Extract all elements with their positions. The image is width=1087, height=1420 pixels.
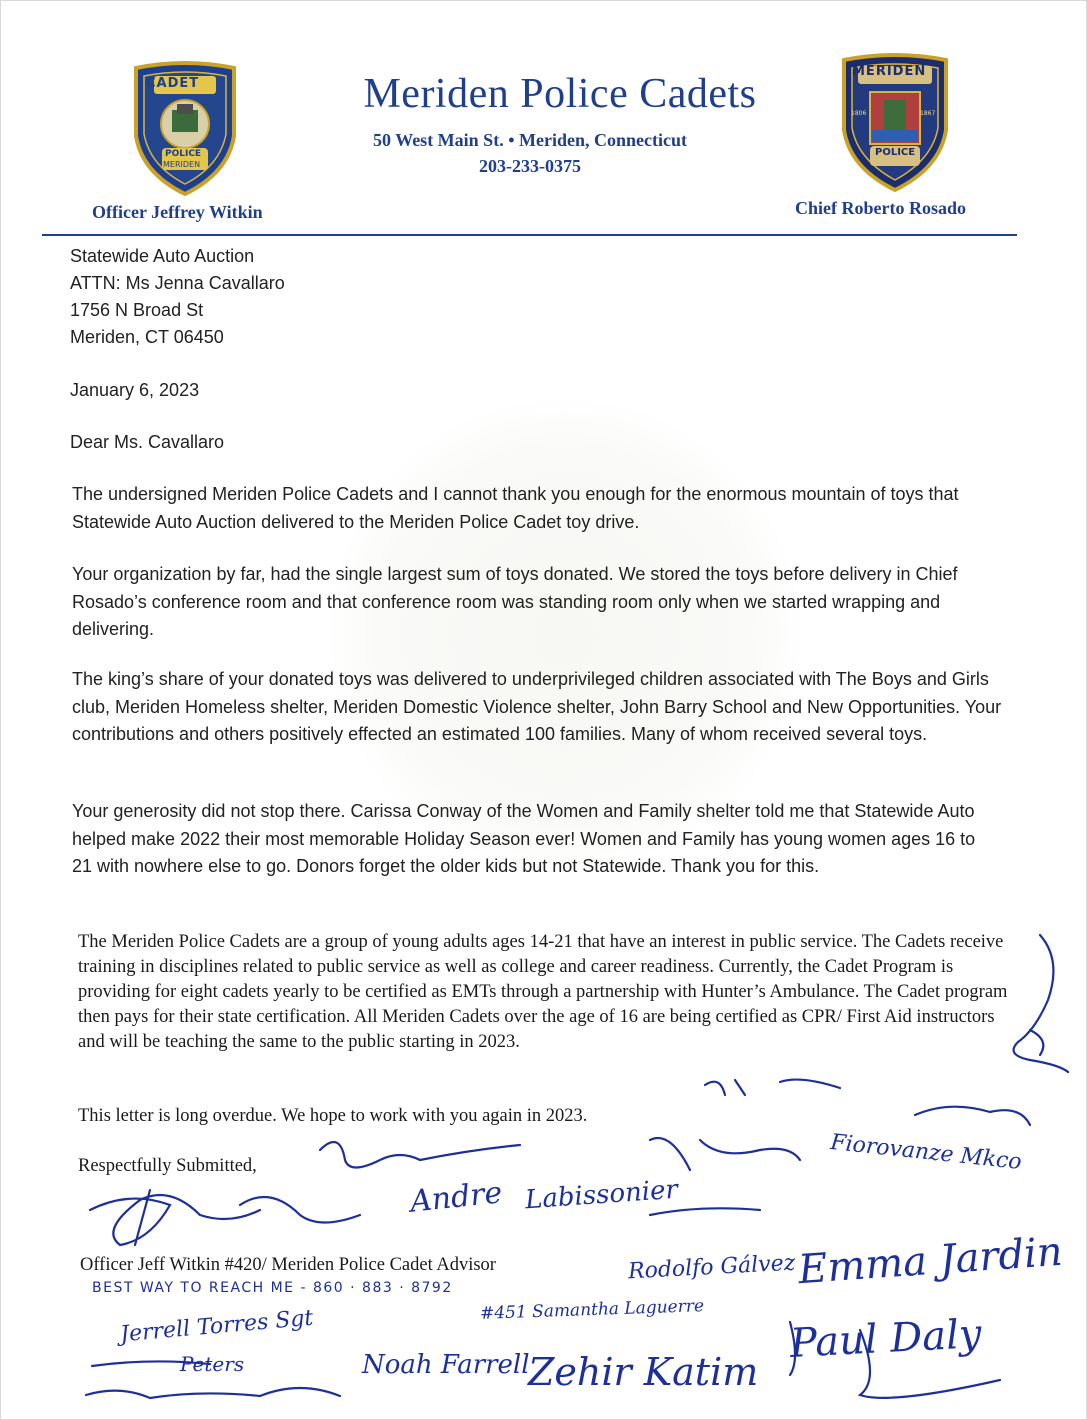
recipient-line-4: Meriden, CT 06450 (70, 327, 224, 347)
left-badge-city-text: MERIDEN (163, 160, 201, 169)
handwritten-signature-torres: Jerrell Torres Sgt (119, 1305, 315, 1348)
handwritten-signature-katim: Zehir Katim (528, 1350, 759, 1394)
handwritten-signature-samantha: #451 Samantha Laguerre (479, 1296, 705, 1324)
paragraph-1: The undersigned Meriden Police Cadets and I cannot thank you enough for the enormous mountain of toys that Statewide Auto Auction delivered to the Meriden Police Cadet toy drive. (72, 484, 959, 532)
organization-address: 50 West Main St. • Meriden, Connecticut (373, 130, 687, 150)
right-badge-year-right: 1867 (920, 110, 936, 117)
handwritten-signature-galvez: Rodolfo Gálvez (627, 1250, 796, 1285)
organization-title-text: Meriden Police Cadets (363, 71, 757, 117)
left-badge-top-text: CADET (146, 76, 200, 91)
left-badge-bottom-text: POLICE (165, 149, 202, 159)
organization-phone: 203-233-0375 (479, 156, 581, 176)
handwritten-signature-fiorovanze: Fiorovanze Mkco (829, 1130, 1023, 1175)
left-officer-name: Officer Jeffrey Witkin (92, 202, 263, 222)
right-badge-top-text: MERIDEN (852, 64, 927, 79)
sign-off: Respectfully Submitted, (78, 1156, 257, 1176)
handwritten-signature-andre: Andre (408, 1175, 504, 1220)
signature-block: Officer Jeff Witkin #420/ Meriden Police Cadet Advisor (80, 1255, 496, 1275)
letter-date: January 6, 2023 (70, 380, 200, 400)
paragraph-4: Your generosity did not stop there. Carissa Conway of the Women and Family shelter told me that Statewide Auto helped make 2022 their most memorable Holiday Season ever! Women and Family has young women ages 16 to 21 with nowhere else to go. Donors forget the older kids but not Statewide. Thank you for this. (72, 801, 976, 876)
right-chief-name: Chief Roberto Rosado (795, 198, 966, 218)
handwritten-signature-farrell: Noah Farrell (362, 1350, 530, 1380)
paragraph-5: The Meriden Police Cadets are a group of young adults ages 14-21 that have an interest in public service. The Cadets receive training in disciplines related to public service as well as college and career readiness. Currently, the Cadet Program is providing for eight cadets yearly to be certified as EMTs through a partnership with Hunter’s Ambulance. The Cadet program then pays for their state certification. All Meriden Cadets over the age of 16 are being certified as CPR/ First Aid instructors and will be teaching the same to the public starting in 2023. (78, 932, 1008, 1052)
handwritten-signature-paul-daly: Paul Daly (788, 1311, 983, 1367)
right-badge-bottom-text: POLICE (875, 147, 916, 158)
handwritten-signature-peters: Peters (180, 1352, 245, 1376)
handwritten-signature-emma-jardin: Emma Jardin (796, 1228, 1065, 1294)
salutation: Dear Ms. Cavallaro (70, 432, 225, 452)
recipient-line-2: ATTN: Ms Jenna Cavallaro (70, 273, 285, 293)
paragraph-3: The king’s share of your donated toys was delivered to underprivileged children associated with The Boys and Girls club, Meriden Homeless shelter, Meriden Domestic Violence shelter, John Barry School and New Opportunities. Your contributions and others positively effected an estimated 100 families. Many of whom received several toys. (72, 669, 1002, 744)
handwritten-contact-note: BEST WAY TO REACH ME - 860 · 883 · 8792 (92, 1280, 453, 1296)
right-badge-year-left: 1806 (851, 110, 867, 117)
recipient-line-1: Statewide Auto Auction (70, 246, 255, 266)
closing-line: This letter is long overdue. We hope to work with you again in 2023. (78, 1106, 588, 1126)
handwritten-signature-labissonier: Labissonier (524, 1174, 679, 1216)
paragraph-2: Your organization by far, had the single largest sum of toys donated. We stored the toys before delivery in Chief Rosado’s conference room and that conference room was standing room only when we started wrapping and delivering. (72, 564, 958, 639)
recipient-line-3: 1756 N Broad St (70, 300, 204, 320)
